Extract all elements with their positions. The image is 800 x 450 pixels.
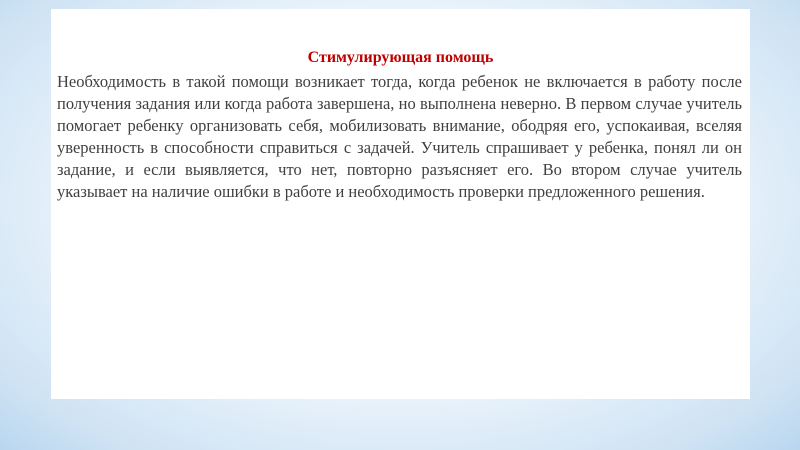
- slide-title: Стимулирующая помощь: [307, 49, 494, 66]
- slide-body-text: Необходимость в такой помощи возникает тогда, когда ребенок не включается в работу после получения задания или когда работа завершена, но выполнена неверно. В первом случае учитель помогает ребенку организовать себя, мобилизовать внимание, ободряя его, успокаивая, вселяя уверенность в способности справиться с задачей. Учитель спрашивает у ребенка, понял ли он задание, и если выявляется, что нет, повторно разъясняет его. Во втором случае учитель указывает на наличие ошибки в работе и необходимость проверки предложенного решения.: [57, 72, 742, 201]
- slide-content-panel: [51, 9, 750, 399]
